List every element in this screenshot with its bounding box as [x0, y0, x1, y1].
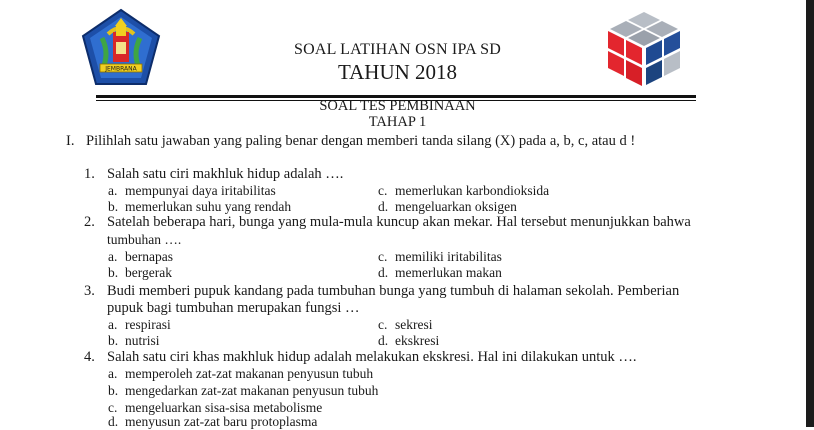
option-letter: d.	[378, 199, 389, 214]
question-2-option-b[interactable]	[108, 265, 172, 281]
question-2-option-d[interactable]	[378, 265, 502, 281]
question-1-text: Salah satu ciri makhluk hidup adalah ….	[107, 166, 344, 182]
option-text: mengeluarkan sisa-sisa metabolisme	[125, 400, 323, 415]
question-1-number: 1.	[84, 166, 95, 182]
option-text: mengeluarkan oksigen	[395, 199, 517, 214]
question-3-text-line-2: pupuk bagi tumbuhan merupakan fungsi …	[107, 300, 360, 316]
question-3-option-a[interactable]	[108, 317, 171, 333]
exam-stage: TAHAP 1	[368, 114, 427, 130]
option-letter: c.	[378, 183, 388, 198]
option-letter: a.	[108, 366, 118, 381]
question-2-option-c[interactable]	[378, 249, 502, 265]
option-letter: a.	[108, 183, 118, 198]
option-text: memerlukan suhu yang rendah	[125, 199, 292, 214]
question-3-option-d[interactable]	[378, 333, 439, 349]
option-letter: c.	[108, 400, 118, 415]
option-text: memperoleh zat-zat makanan penyusun tubuh	[125, 366, 374, 381]
option-text: nutrisi	[125, 333, 160, 348]
question-1-option-c[interactable]	[378, 183, 549, 199]
question-1-option-a[interactable]	[108, 183, 276, 199]
cube-logo	[600, 6, 688, 94]
question-2-text-line-2: tumbuhan ….	[107, 232, 182, 247]
option-letter: c.	[378, 249, 388, 264]
option-letter: d.	[378, 265, 389, 280]
instruction-number: I.	[66, 133, 75, 149]
question-1-option-b[interactable]	[108, 199, 291, 215]
question-4-option-a[interactable]	[108, 366, 373, 382]
exam-year: TAHUN 2018	[337, 60, 458, 84]
option-text: sekresi	[395, 317, 433, 332]
option-letter: d.	[108, 414, 119, 429]
option-text: memerlukan makan	[395, 265, 502, 280]
question-2-option-a[interactable]	[108, 249, 173, 265]
option-letter: b.	[108, 199, 119, 214]
question-2-text-line-1: Satelah beberapa hari, bunga yang mula-mula kuncup akan mekar. Hal tersebut menunjukkan bahwa	[107, 214, 691, 230]
option-letter: c.	[378, 317, 388, 332]
option-letter: a.	[108, 249, 118, 264]
option-text: bernapas	[125, 249, 173, 264]
question-3-number: 3.	[84, 283, 95, 299]
question-4-option-d[interactable]	[108, 414, 317, 430]
option-text: mempunyai daya iritabilitas	[125, 183, 276, 198]
question-3-option-c[interactable]	[378, 317, 433, 333]
option-text: mengedarkan zat-zat makanan penyusun tubuh	[125, 383, 379, 398]
question-3-text-line-1: Budi memberi pupuk kandang pada tumbuhan bunga yang tumbuh di halaman sekolah. Pemberian	[107, 283, 680, 299]
instruction	[66, 133, 635, 150]
right-edge-bar	[806, 0, 814, 427]
instruction-text: Pilihlah satu jawaban yang paling benar dengan memberi tanda silang (X) pada a, b, c, atau d !	[86, 133, 636, 149]
question-3-option-b[interactable]	[108, 333, 160, 349]
option-text: memiliki iritabilitas	[395, 249, 502, 264]
exam-subtitle: SOAL TES PEMBINAAN	[319, 98, 476, 114]
option-letter: d.	[378, 333, 389, 348]
option-text: menyusun zat-zat baru protoplasma	[125, 414, 318, 429]
option-text: bergerak	[125, 265, 172, 280]
exam-title: SOAL LATIHAN OSN IPA SD	[294, 41, 501, 58]
question-2-number: 2.	[84, 214, 95, 230]
question-4-text: Salah satu ciri khas makhluk hidup adalah melakukan ekskresi. Hal ini dilakukan untuk ….	[107, 349, 637, 365]
option-letter: b.	[108, 333, 119, 348]
option-letter: a.	[108, 317, 118, 332]
option-text: respirasi	[125, 317, 171, 332]
option-letter: b.	[108, 265, 119, 280]
option-text: ekskresi	[395, 333, 440, 348]
question-4-number: 4.	[84, 349, 95, 365]
question-1-option-d[interactable]	[378, 199, 517, 215]
crest-banner-text: JEMBRANA	[105, 65, 137, 73]
regency-crest-logo	[80, 8, 162, 90]
option-letter: b.	[108, 383, 119, 398]
option-text: memerlukan karbondioksida	[395, 183, 550, 198]
question-4-option-b[interactable]	[108, 383, 378, 399]
